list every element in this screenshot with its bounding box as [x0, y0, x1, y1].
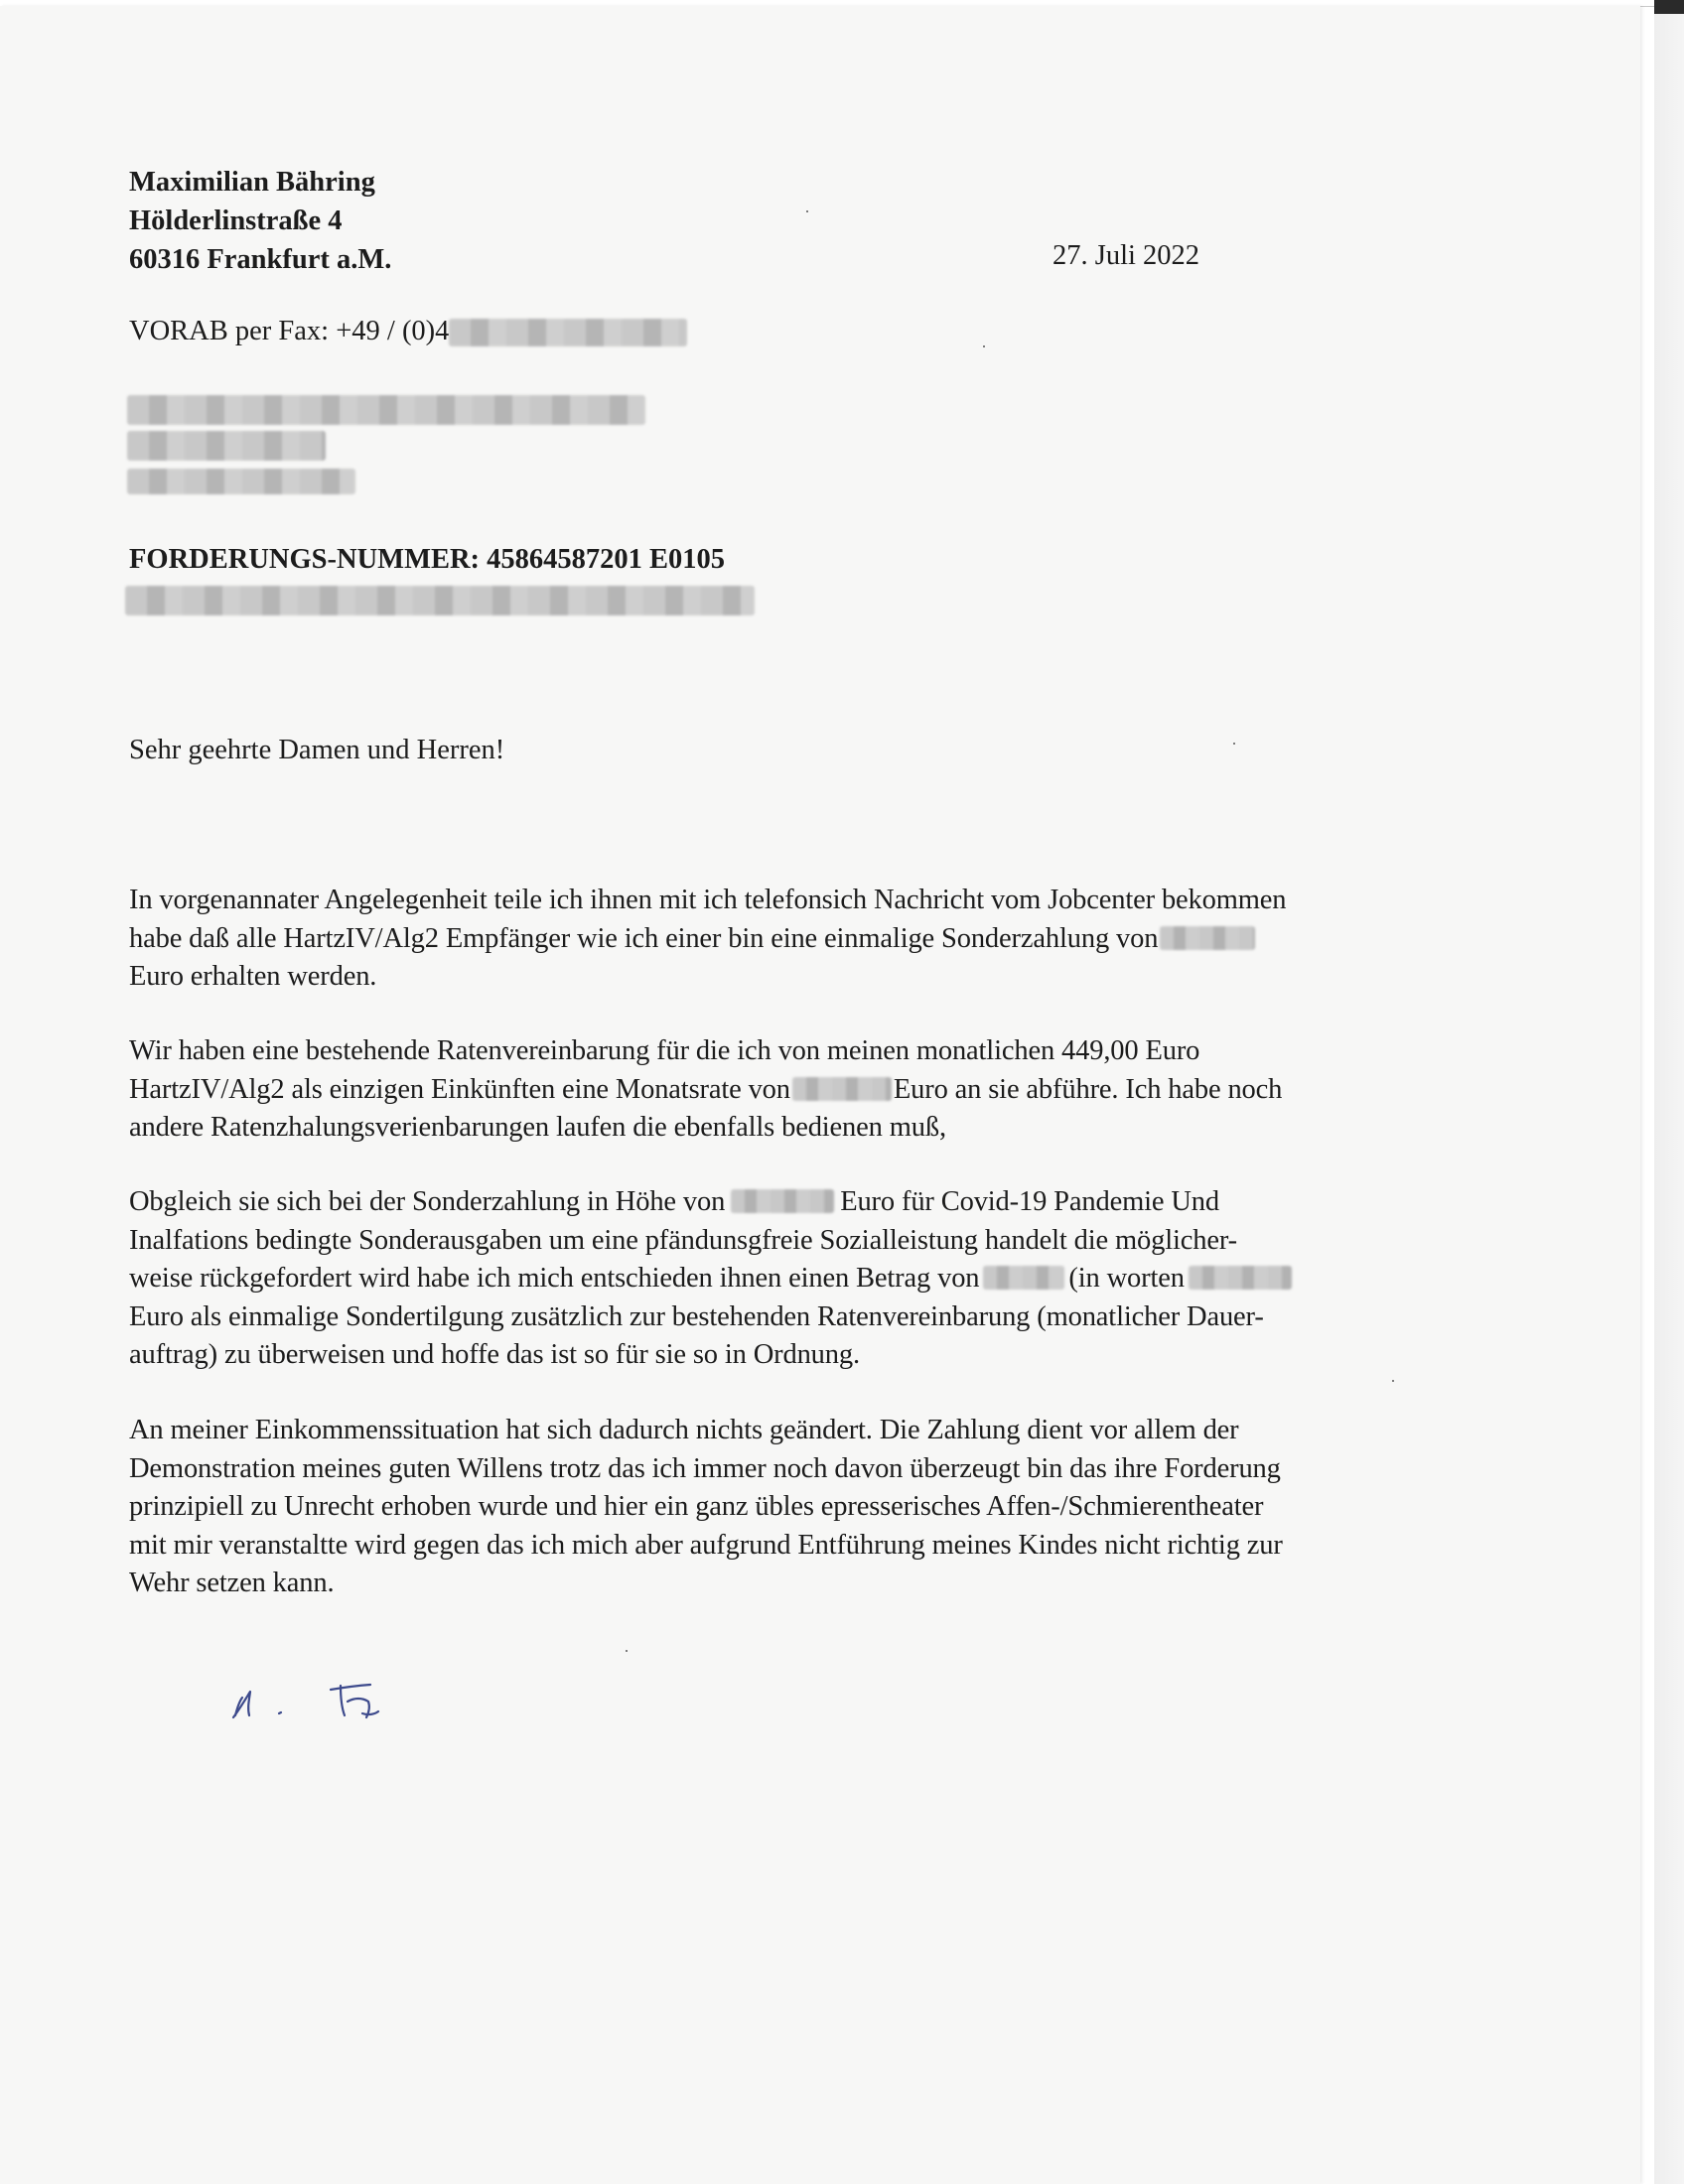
fax-number-redaction: [449, 319, 687, 346]
paragraph-3-line-1: [129, 1183, 1519, 1222]
sender-city: 60316 Frankfurt a.M.: [129, 244, 392, 275]
claim-number: FORDERUNGS-NUMMER: 45864587201 E0105: [129, 544, 726, 575]
paragraph-1: [129, 882, 1519, 997]
paragraph-1-line-2-text: habe daß alle HartzIV/Alg2 Empfänger wie ich einer bin eine einmalige Sonderzahlung von: [129, 922, 1159, 954]
paragraph-2-line-2-text-a: HartzIV/Alg2 als einzigen Einkünften eine Monatsrate von: [129, 1073, 790, 1105]
monthly-rate-redaction: [792, 1077, 892, 1101]
paragraph-1-line-2: [129, 920, 1519, 959]
sender-address: [129, 163, 391, 279]
paragraph-4-line-5: Wehr setzen kann.: [129, 1568, 335, 1598]
paragraph-2-line-3: andere Ratenzhalungsverienbarungen laufen die ebenfalls bedienen muß,: [129, 1112, 946, 1143]
scan-speck: [626, 1650, 628, 1652]
paragraph-3-line-1-text-a: Obgleich sie sich bei der Sonderzahlung in Höhe von: [129, 1186, 726, 1217]
paragraph-2-line-1: Wir haben eine bestehende Ratenvereinbarung für die ich von meinen monatlichen 449,00 Euro: [129, 1035, 1200, 1066]
recipient-address-redacted: [127, 395, 663, 499]
fax-line: [129, 316, 687, 347]
paragraph-4-line-1: An meiner Einkommenssituation hat sich dadurch nichts geändert. Die Zahlung dient vor allem der: [129, 1415, 1239, 1445]
scan-speck: [1233, 743, 1235, 745]
paragraph-4-line-3: prinzipiell zu Unrecht erhoben wurde und hier ein ganz übles epresserisches Affen-/Schmierentheater: [129, 1491, 1264, 1522]
sender-name: Maximilian Bähring: [129, 167, 375, 198]
scan-speck: [983, 345, 985, 347]
handwritten-signature: [223, 1658, 442, 1737]
paragraph-2-line-2: [129, 1071, 1519, 1110]
paragraph-3-line-5: auftrag) zu überweisen und hoffe das ist so für sie so in Ordnung.: [129, 1339, 860, 1370]
salutation: Sehr geehrte Damen und Herren!: [129, 735, 505, 765]
paragraph-3: [129, 1183, 1519, 1375]
reference-subline-redaction: [125, 586, 755, 615]
amount-redaction: [1160, 926, 1255, 950]
paragraph-4-line-4: mit mir veranstaltte wird gegen das ich mich aber aufgrund Entführung meines Kindes nicht richtig zur: [129, 1529, 1283, 1561]
paragraph-3-line-3-text-b: (in worten: [1068, 1263, 1185, 1294]
scan-speck: [1392, 1380, 1394, 1382]
paragraph-3-line-3: [129, 1260, 1519, 1298]
special-payment-redaction: [731, 1189, 834, 1213]
paragraph-3-line-3-text-a: weise rückgefordert wird habe ich mich entschieden ihnen einen Betrag von: [129, 1263, 980, 1294]
repayment-amount-redaction: [983, 1266, 1064, 1290]
recipient-line-1-redaction: [127, 395, 645, 425]
paragraph-3-line-4: Euro als einmalige Sondertilgung zusätzlich zur bestehenden Ratenvereinbarung (monatlicher Dauer-: [129, 1300, 1264, 1332]
paragraph-2-line-2-text-b: Euro an sie abführe. Ich habe noch: [893, 1073, 1283, 1105]
fax-label: VORAB per Fax: +49 / (0)4: [129, 316, 450, 346]
sender-street: Hölderlinstraße 4: [129, 205, 343, 236]
recipient-line-3-redaction: [127, 469, 355, 494]
letter-date: 27. Juli 2022: [1052, 240, 1200, 271]
paragraph-1-line-1: In vorgenannater Angelegenheit teile ich ihnen mit ich telefonsich Nachricht vom Jobcenter bekommen: [129, 885, 1287, 915]
scan-corner-mark: [1654, 0, 1684, 14]
paragraph-3-line-2: Inalfations bedingte Sonderausgaben um eine pfändunsgfreie Sozialleistung handelt die möglicher-: [129, 1224, 1237, 1256]
recipient-line-2-redaction: [127, 431, 326, 461]
amount-in-words-redaction: [1189, 1266, 1292, 1290]
scan-right-edge: [1654, 0, 1684, 2184]
paragraph-4: [129, 1412, 1519, 1603]
paragraph-2: [129, 1032, 1519, 1148]
paragraph-1-line-3: Euro erhalten werden.: [129, 961, 377, 992]
paragraph-3-line-1-text-b: Euro für Covid-19 Pandemie Und: [840, 1186, 1219, 1217]
paragraph-4-line-2: Demonstration meines guten Willens trotz das ich immer noch davon überzeugt bin das ihre Forderung: [129, 1452, 1281, 1484]
scan-speck: [806, 210, 808, 212]
